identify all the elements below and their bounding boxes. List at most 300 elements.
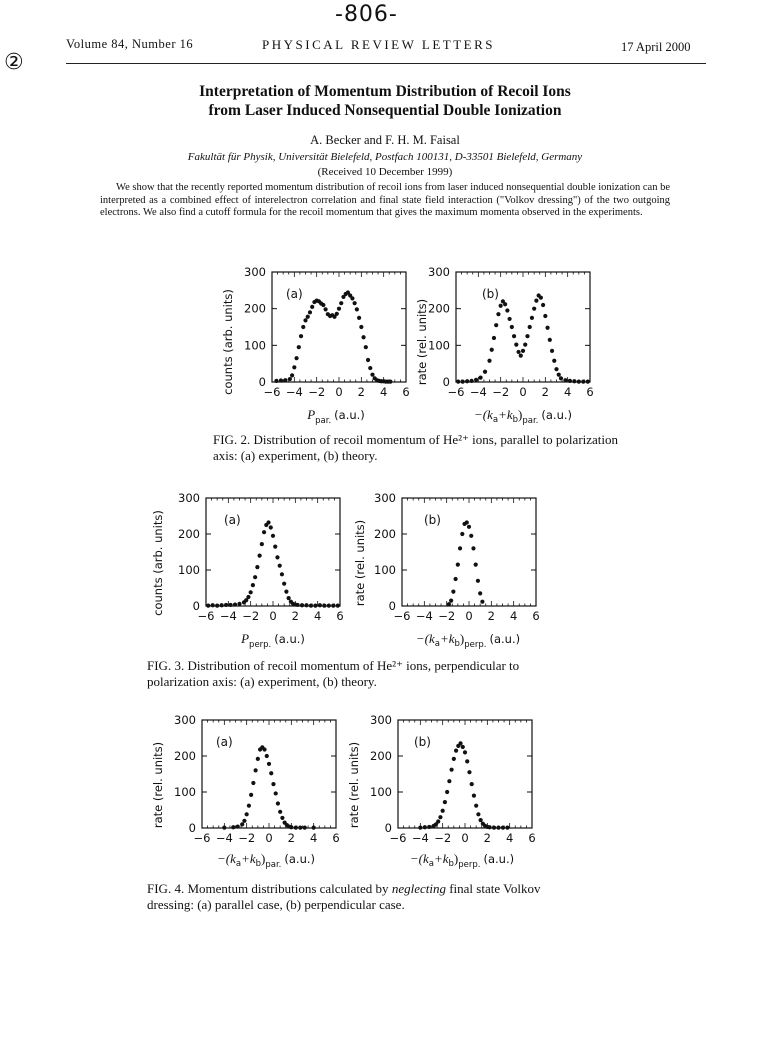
fig4-caption	[147, 881, 567, 913]
fig3a-point	[258, 554, 262, 558]
fig4b-point	[467, 770, 471, 774]
fig4a-point	[251, 781, 255, 785]
fig4a-point	[289, 825, 293, 829]
fig4-caption-post: final state Volkov dressing: (a) parallel case, (b) perpendicular case.	[147, 881, 541, 912]
fig3b-point	[467, 525, 471, 529]
fig4a-point	[265, 754, 269, 758]
fig2b-point	[494, 323, 498, 327]
fig2a-point	[290, 373, 294, 377]
fig2b-point	[510, 325, 514, 329]
fig2a-point	[350, 296, 354, 300]
fig3b-tag: (b)	[424, 513, 441, 527]
fig3a-ytick-label: 300	[178, 491, 200, 505]
fig2a-xtick-label: 0	[335, 385, 343, 399]
fig2b-point	[516, 350, 520, 354]
fig4b-xtick-label: −2	[434, 831, 452, 845]
fig4b-ytick-label: 100	[370, 785, 392, 799]
fig2b-point	[503, 302, 507, 306]
fig2a-point	[355, 307, 359, 311]
fig3a-point	[249, 590, 253, 594]
fig4b-xtick-label: −4	[411, 831, 429, 845]
fig4a-point	[254, 768, 258, 772]
fig4a-point	[242, 819, 246, 823]
fig2b-point	[508, 317, 512, 321]
fig2b-point	[554, 367, 558, 371]
fig4b-point	[447, 779, 451, 783]
fig2a-point	[279, 378, 283, 382]
fig2a-xtick-label: −6	[263, 385, 281, 399]
fig2b-point	[543, 314, 547, 318]
fig4a-close-paren: )	[261, 851, 266, 866]
circled-annotation: ②	[4, 50, 24, 75]
fig2a-xtick-label: 6	[402, 385, 410, 399]
fig2b-plus-kb: +k	[498, 407, 513, 422]
fig2b-point	[525, 334, 529, 338]
header-rule	[66, 63, 706, 64]
fig4a-xtick-label: 4	[310, 831, 318, 845]
fig3a-point	[282, 582, 286, 586]
fig3b-xtick-label: −4	[415, 609, 433, 623]
fig2a-xlabel-main: P	[307, 407, 316, 422]
fig3b-point	[449, 599, 453, 603]
fig2b-point	[523, 343, 527, 347]
fig3b-point	[476, 579, 480, 583]
fig4b-xlabel	[410, 851, 514, 870]
fig2b-point	[470, 379, 474, 383]
fig3b-ytick-label: 300	[374, 491, 396, 505]
fig4b-point	[470, 782, 474, 786]
fig3a-point	[280, 572, 284, 576]
fig3b-point	[478, 591, 482, 595]
fig3a-point	[211, 603, 215, 607]
fig2b-point	[530, 316, 534, 320]
fig3b-xtick-label: −2	[438, 609, 456, 623]
fig4a-point	[278, 810, 282, 814]
fig4a-ytick-label: 100	[174, 785, 196, 799]
fig3a-xtick-label: 6	[336, 609, 344, 623]
fig3a-xlabel-sub: perp.	[249, 640, 272, 650]
fig4a-ytick-label: 300	[174, 713, 196, 727]
fig4a-kb-sub: b	[255, 859, 262, 869]
fig2a-point	[321, 303, 325, 307]
fig4a-xtick-label: 2	[287, 831, 295, 845]
fig2a-point	[339, 301, 343, 305]
fig4a-xlabel	[217, 851, 315, 870]
fig3b-xlabel-unit: (a.u.)	[489, 632, 521, 646]
fig3a-point	[228, 603, 232, 607]
fig4a-plus-kb: +k	[241, 851, 256, 866]
fig2b-tag: (b)	[482, 287, 499, 301]
fig3a-point	[300, 603, 304, 607]
fig2b-point	[550, 349, 554, 353]
fig3-caption	[147, 658, 567, 690]
fig2a-point	[274, 379, 278, 383]
fig3b-ytick-label: 0	[388, 599, 396, 613]
fig2b-ka-sub: a	[492, 415, 499, 425]
fig2a-tag: (a)	[286, 287, 303, 301]
fig4b-point	[501, 826, 505, 830]
fig4b-xlabel-unit: (a.u.)	[483, 852, 515, 866]
fig2b-xtick-label: 0	[519, 385, 527, 399]
fig3b-frame	[402, 498, 536, 606]
fig3-caption-text: Distribution of recoil momentum of He²⁺ ions, perpendicular to polarization axis: (a) experiment, (b) theory.	[147, 658, 520, 689]
fig2a-point	[306, 315, 310, 319]
fig4b-xtick-label: 4	[506, 831, 514, 845]
fig4b-xtick-label: 2	[483, 831, 491, 845]
fig2b-close-paren: )	[518, 407, 523, 422]
fig2a-point	[283, 378, 287, 382]
fig4b-point	[505, 826, 509, 830]
fig4b-point	[445, 790, 449, 794]
fig4a-point	[231, 825, 235, 829]
fig2a-xlabel	[306, 407, 365, 426]
fig4a-point	[236, 824, 240, 828]
fig2a-ytick-label: 100	[244, 338, 266, 353]
fig2b-point	[505, 308, 509, 312]
fig2a-point	[388, 380, 392, 384]
fig2b-point	[519, 354, 523, 358]
fig4a-point	[256, 757, 260, 761]
fig4a-ka-sub: a	[235, 859, 242, 869]
fig3a-xtick-label: −4	[219, 609, 237, 623]
fig2b-kb-sub: b	[512, 415, 519, 425]
paper-title	[150, 82, 620, 120]
fig3a-point	[253, 575, 257, 579]
fig3b-ytick-label: 200	[374, 527, 396, 541]
fig3a-point	[327, 604, 331, 608]
fig2b-point	[557, 373, 561, 377]
abstract: We show that the recently reported momentum distribution of recoil ions from laser induced nonsequential double ionization can be interpreted as a combined effect of interelectron correlation and final state field interaction ("Volkov dressing") of the two outgoing electrons. We also find a cutoff formula for the recoil momentum that gives the maximum momenta observed in the experiments.	[100, 182, 670, 218]
fig2b-point	[478, 376, 482, 380]
fig3b-point	[451, 590, 455, 594]
fig4a-ylabel: rate (rel. units)	[151, 741, 165, 829]
fig2b-ytick-label: 0	[442, 375, 450, 389]
affiliation: Fakultät für Physik, Universität Bielefeld, Postfach 100131, D-33501 Bielefeld, Germany	[187, 151, 583, 163]
fig4b-point	[423, 825, 427, 829]
fig3b-ylabel: rate (rel. units)	[353, 519, 367, 607]
fig3b-point	[469, 534, 473, 538]
fig2a-point	[337, 307, 341, 311]
fig2a-xlabel-unit: (a.u.)	[334, 408, 365, 422]
fig2b-point	[474, 378, 478, 382]
fig4a-point	[245, 812, 249, 816]
fig3a-tag: (a)	[224, 513, 241, 527]
fig4b-point	[450, 768, 454, 772]
fig4b-point	[463, 750, 467, 754]
fig2a-chart	[218, 262, 418, 432]
fig4a-point	[240, 822, 244, 826]
fig3a-point	[331, 604, 335, 608]
fig4b-point	[443, 800, 447, 804]
fig2a-point	[308, 310, 312, 314]
fig2b-ytick-label: 200	[428, 301, 450, 316]
fig3a-point	[266, 520, 270, 524]
fig3b-point	[456, 563, 460, 567]
fig4b-point	[472, 794, 476, 798]
fig4a-point	[267, 762, 271, 766]
fig2a-point	[310, 305, 314, 309]
fig2b-xlabel	[474, 407, 572, 426]
fig4a-point	[274, 791, 278, 795]
fig2b-point	[577, 380, 581, 384]
fig3a-ytick-label: 200	[178, 527, 200, 541]
fig3a-chart	[148, 488, 358, 658]
fig3a-xlabel-main: P	[241, 631, 250, 646]
fig2a-point	[324, 307, 328, 311]
fig4b-point	[461, 745, 465, 749]
fig4b-plus-kb: +k	[433, 851, 449, 866]
fig2b-frame	[456, 272, 590, 382]
fig2a-point	[364, 345, 368, 349]
fig2a-point	[368, 366, 372, 370]
fig2a-point	[294, 356, 298, 360]
fig4a-chart	[148, 710, 358, 880]
fig3a-point	[295, 603, 299, 607]
fig3a-point	[313, 604, 317, 608]
fig4a-point	[280, 816, 284, 820]
volume-header: Volume 84, Number 16	[66, 37, 194, 51]
fig4a-point	[262, 747, 266, 751]
fig3a-point	[287, 596, 291, 600]
fig3b-point	[447, 602, 451, 606]
fig4-caption-pre: Momentum distributions calculated by	[187, 881, 389, 896]
fig3b-point	[458, 546, 462, 550]
fig3b-ka-sub: a	[434, 639, 440, 649]
fig2a-xtick-label: −2	[308, 385, 326, 399]
fig3a-xtick-label: −6	[197, 609, 215, 623]
fig2b-xtick-label: −2	[492, 385, 510, 399]
fig3b-point	[460, 532, 464, 536]
fig3b-xtick-label: 0	[465, 609, 473, 623]
fig2a-point	[297, 345, 301, 349]
fig3a-point	[237, 602, 241, 606]
fig3a-point	[224, 603, 228, 607]
fig2b-point	[534, 299, 538, 303]
fig2b-point	[563, 378, 567, 382]
fig2a-xtick-label: −4	[285, 385, 303, 399]
fig3a-point	[255, 565, 259, 569]
fig2a-ytick-label: 200	[244, 301, 266, 316]
fig3b-point	[454, 577, 458, 581]
fig4b-point	[436, 819, 440, 823]
fig2b-point	[465, 379, 469, 383]
fig2a-point	[361, 335, 365, 339]
fig2b-xtick-label: 2	[541, 385, 549, 399]
fig4a-point	[247, 804, 251, 808]
fig4a-xlabel-sub: par.	[265, 860, 282, 870]
fig4b-xtick-label: −6	[389, 831, 407, 845]
fig3a-point	[309, 604, 313, 608]
fig2a-point	[357, 316, 361, 320]
fig2a-xlabel-sub: par.	[315, 416, 332, 426]
fig4b-xlabel-main: −(k	[409, 851, 429, 866]
fig4a-xtick-label: 0	[265, 831, 273, 845]
fig4b-ylabel: rate (rel. units)	[347, 741, 361, 829]
fig3b-close-paren: )	[459, 631, 465, 646]
fig3a-point	[271, 534, 275, 538]
fig3a-point	[233, 602, 237, 606]
fig3b-plus-kb: +k	[439, 631, 455, 646]
fig3a-point	[322, 604, 326, 608]
fig2b-point	[545, 326, 549, 330]
fig2b-point	[541, 303, 545, 307]
fig4b-point	[458, 741, 462, 745]
fig2-caption-label: FIG. 2.	[213, 432, 251, 447]
fig2b-point	[496, 312, 500, 316]
fig2b-point	[490, 348, 494, 352]
fig3b-xtick-label: 2	[487, 609, 495, 623]
fig2b-xtick-label: 4	[564, 385, 572, 399]
fig3b-point	[474, 563, 478, 567]
fig4a-xtick-label: −2	[238, 831, 256, 845]
fig3b-kb-sub: b	[454, 639, 460, 649]
fig2b-point	[581, 380, 585, 384]
fig3a-point	[304, 603, 308, 607]
fig4a-point	[276, 801, 280, 805]
fig4a-point	[271, 782, 275, 786]
fig4-caption-label: FIG. 4.	[147, 881, 185, 896]
fig4a-point	[303, 826, 307, 830]
fig3a-point	[246, 595, 250, 599]
fig2b-point	[512, 334, 516, 338]
fig3a-xlabel	[240, 631, 305, 650]
fig2b-point	[586, 380, 590, 384]
fig3a-point	[273, 545, 277, 549]
fig3a-ytick-label: 100	[178, 563, 200, 577]
fig2b-point	[456, 380, 460, 384]
authors: A. Becker and F. H. M. Faisal	[310, 133, 460, 147]
fig3a-point	[318, 603, 322, 607]
fig3a-xtick-label: −2	[242, 609, 260, 623]
fig2-caption-text: Distribution of recoil momentum of He²⁺ ions, parallel to polarization axis: (a) experiment, (b) theory.	[213, 432, 619, 463]
fig3a-xtick-label: 0	[269, 609, 277, 623]
fig4b-point	[441, 809, 445, 813]
fig2b-point	[528, 325, 532, 329]
fig4a-point	[294, 826, 298, 830]
fig2b-point	[572, 379, 576, 383]
fig2b-ylabel: rate (rel. units)	[415, 298, 429, 386]
fig2a-point	[301, 325, 305, 329]
fig2a-point	[303, 318, 307, 322]
fig4b-point	[465, 759, 469, 763]
fig4b-point	[496, 826, 500, 830]
fig2b-point	[559, 376, 563, 380]
fig3a-xtick-label: 2	[291, 609, 299, 623]
fig2b-point	[521, 349, 525, 353]
fig2b-point	[539, 296, 543, 300]
fig2b-point	[532, 307, 536, 311]
fig3a-xlabel-unit: (a.u.)	[274, 632, 305, 646]
fig3a-point	[275, 555, 279, 559]
fig2b-point	[483, 370, 487, 374]
fig4b-point	[476, 812, 480, 816]
fig2a-ytick-label: 300	[244, 265, 266, 279]
fig4a-xtick-label: −4	[215, 831, 233, 845]
fig2a-point	[366, 358, 370, 362]
fig4a-point	[222, 826, 226, 830]
fig2a-point	[335, 312, 339, 316]
fig2b-xtick-label: 6	[586, 385, 594, 399]
fig2b-point	[487, 359, 491, 363]
fig2b-point	[461, 380, 465, 384]
fig4b-xlabel-sub: perp.	[458, 860, 481, 870]
fig2b-ytick-label: 100	[428, 338, 450, 353]
fig4b-ka-sub: a	[428, 859, 434, 869]
fig2b-point	[568, 379, 572, 383]
fig3b-xlabel	[416, 631, 520, 650]
fig4b-point	[479, 818, 483, 822]
fig4b-point	[474, 804, 478, 808]
fig4b-ytick-label: 0	[384, 821, 392, 835]
fig2a-point	[292, 365, 296, 369]
fig3-caption-label: FIG. 3.	[147, 658, 185, 673]
fig3a-xtick-label: 4	[314, 609, 322, 623]
journal-header: PHYSICAL REVIEW LETTERS	[262, 37, 495, 52]
fig3a-point	[251, 583, 255, 587]
fig2a-point	[353, 301, 357, 305]
fig2a-xtick-label: 2	[357, 385, 365, 399]
fig3b-point	[465, 520, 469, 524]
fig3b-xlabel-sub: perp.	[464, 640, 487, 650]
received-date: (Received 10 December 1999)	[317, 166, 453, 178]
handwritten-page-number: -806-	[335, 2, 398, 27]
fig4a-point	[249, 793, 253, 797]
fig3b-chart	[350, 488, 560, 658]
fig4b-ytick-label: 300	[370, 713, 392, 727]
fig3a-point	[269, 525, 273, 529]
fig4b-point	[492, 826, 496, 830]
fig4b-close-paren: )	[453, 851, 459, 866]
fig2b-point	[499, 304, 503, 308]
fig4b-xtick-label: 6	[528, 831, 536, 845]
fig3a-point	[284, 590, 288, 594]
fig3b-point	[480, 600, 484, 604]
fig2a-ylabel: counts (arb. units)	[221, 289, 235, 395]
fig3a-point	[206, 604, 210, 608]
fig4a-point	[312, 826, 316, 830]
fig3a-ytick-label: 0	[192, 599, 200, 613]
title-line-2: from Laser Induced Nonsequential Double Ionization	[208, 102, 562, 119]
fig2b-ytick-label: 300	[428, 265, 450, 279]
fig4b-kb-sub: b	[448, 859, 454, 869]
fig4b-chart	[344, 710, 554, 880]
fig2b-xlabel-main: −(k	[473, 407, 493, 422]
fig4a-xlabel-main: −(k	[216, 851, 236, 866]
fig4-caption-emph: neglecting	[391, 881, 446, 896]
fig3b-xtick-label: 4	[510, 609, 518, 623]
date-header: 17 April 2000	[621, 40, 691, 54]
fig4b-xtick-label: 0	[461, 831, 469, 845]
fig4a-tag: (a)	[216, 735, 233, 749]
fig3a-point	[220, 603, 224, 607]
fig2a-point	[299, 334, 303, 338]
fig2b-xtick-label: −6	[447, 385, 465, 399]
fig4a-ytick-label: 200	[174, 749, 196, 763]
fig3a-point	[215, 604, 219, 608]
fig2b-xlabel-unit: (a.u.)	[541, 408, 573, 422]
fig2b-point	[492, 336, 496, 340]
fig4a-xlabel-unit: (a.u.)	[284, 852, 316, 866]
fig2b-point	[548, 338, 552, 342]
fig2a-point	[288, 377, 292, 381]
fig2b-chart	[412, 262, 612, 432]
fig2b-point	[552, 359, 556, 363]
fig3b-point	[471, 546, 475, 550]
fig3a-point	[262, 530, 266, 534]
title-line-1: Interpretation of Momentum Distribution of Recoil Ions	[199, 83, 571, 100]
fig4b-point	[438, 815, 442, 819]
fig4b-point	[427, 825, 431, 829]
